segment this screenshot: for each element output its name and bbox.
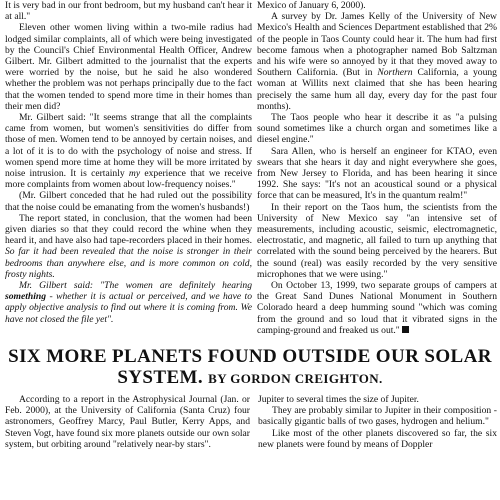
article-headline-block — [0, 346, 500, 389]
text-run: A survey by Dr. James Kelly of the University of New Mexico's Health and Sciences Department established that 2% of the people in Taos County could hear it. The hum had first become famous when a photographer named Bob Saltzman and his wife were so annoyed by it that they moved away to Southern California. (But in — [257, 11, 497, 79]
emphasis-bold-text: something — [5, 291, 47, 303]
text-run: Mr. Gilbert said: "It seems strange that all the complaints came from women, but women's sensitivities do differ from those of men. Women tend to be annoyed by certain noises, and a lot of it is to do with the psychology of noise and stress. If women spend more time at home they will be more irritated by noise intrusion. It is certainly — [5, 112, 252, 180]
paragraph: Jupiter to several times the size of Jupiter. — [258, 394, 419, 405]
paragraph — [257, 280, 497, 336]
paragraph — [5, 213, 252, 280]
paragraph: Mexico of January 6, 2000). — [257, 0, 366, 11]
paragraph: In their report on the Taos hum, the scientists from the University of New Mexico say "an intensive set of measurements, including acoustic, seismic, electromagnetic, electrostatic, and magnetic, all failed to turn up anything that correlated with the sound being perceived by the hearers. But the sound (real) was easily recorded by the very sensitive microphones that we were using." — [257, 201, 497, 280]
emphasis-text: Mr. Gilbert said: "The women are definitely hearing — [19, 280, 252, 292]
article-left-column — [5, 394, 250, 450]
article-byline: BY GORDON CREIGHTON. — [208, 371, 383, 386]
headline-text: SIX MORE PLANETS FOUND OUTSIDE OUR SOLAR SYSTEM. — [8, 346, 492, 388]
left-column — [5, 0, 252, 325]
paragraph — [5, 280, 252, 325]
text-run: The report stated, in conclusion, that the women had been given diaries so that they could record the whine when they heard it, and have also had tape-recorders placed in their homes. — [5, 212, 252, 247]
emphasis-text: my — [128, 168, 141, 180]
paragraph: (Mr. Gilbert conceded that he had ruled out the possibility that the noise could be emanating from the women's husbands!) — [5, 190, 252, 213]
end-of-article-mark — [402, 326, 409, 333]
paragraph: Sara Allen, who is herself an engineer for KTAO, even swears that she hears it day and night everywhere she goes, from New Jersey to Florida, and has been hearing it since 1992. She says: "It's not an acoustical sound or a physical force that can be measured, It's in the quantum realm!" — [257, 145, 497, 202]
article-right-column — [258, 394, 497, 450]
paragraph — [5, 112, 252, 190]
paragraph: Eleven other women living within a two-mile radius had lodged similar complaints, all of which were being investigated by the Council's Chief Environmental Health Officer, Andrew Gilbert. Mr. Gilbert admitted to the journalist that the experts were worried by the noise, but he said he also wondered whether the problem was not perhaps principally due to the fact that the women tended to spend more time in their homes than their men did? — [5, 22, 252, 112]
emphasis-text: Northern — [377, 67, 413, 79]
emphasis-text: - whether it is actual or perceived, and we have to apply objective analysis to find out where it is coming from. We have not closed the file yet". — [5, 291, 252, 325]
emphasis-text: So far it had been revealed that the noise is stronger in their bedrooms than anywhere else, and is more common on cold, frosty nights. — [5, 246, 252, 280]
paragraph: The Taos people who hear it describe it as "a pulsing sound sometimes like a church organ and sometimes like a diesel engine." — [257, 112, 497, 146]
paragraph — [257, 11, 497, 112]
text-run: California, a young woman at Willits next claimed that she has been hearing precisely the same hum all day, every day for the past four months). — [257, 67, 497, 112]
article-headline — [0, 346, 500, 389]
text-run: experience that we receive more complaints from women about low-frequency noises." — [5, 168, 252, 191]
paragraph: It is very bad in our front bedroom, but my husband can't hear it at all." — [5, 0, 252, 23]
paragraph: They are probably similar to Jupiter in their composition -basically gigantic balls of two gases, hydrogen and helium." — [258, 405, 497, 428]
paragraph: Like most of the other planets discovered so far, the six new planets were found by means of Doppler — [258, 427, 497, 450]
right-column — [257, 0, 497, 336]
paragraph: According to a report in the Astrophysical Journal (Jan. or Feb. 2000), at the University of California (Santa Cruz) four astronomers, Geoffrey Marcy, Paul Butler, Kerry Apps, and Steven Vogt, have found six more planets outside our own solar system, but orbiting around "relatively near-by stars". — [5, 394, 250, 450]
text-run: On October 13, 1999, two separate groups of campers at the Great Sand Dunes National Monument in Southern Colorado heard a deep humming sound "which was coming from the ground and so loud that it vibrated signs in the camping-ground and freaked us out." — [257, 280, 497, 336]
